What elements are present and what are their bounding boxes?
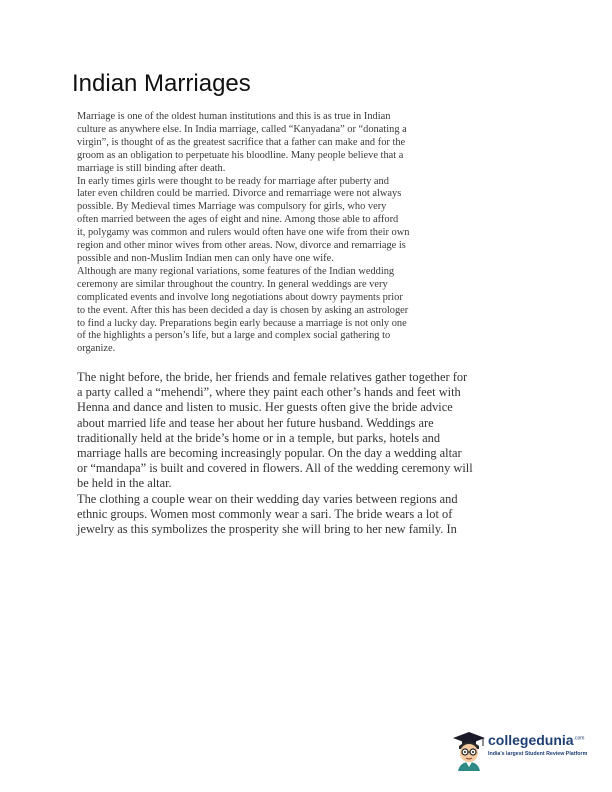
body-text-small — [77, 111, 409, 356]
logo-tagline: India's largest Student Review Platform — [488, 751, 588, 757]
text-line: organize. — [77, 343, 116, 355]
text-line: virgin”, is thought of as the greatest sacrifice that a father can make and for the — [77, 136, 406, 148]
text-line: ceremony are similar throughout the country. In general weddings are very — [77, 278, 388, 290]
text-line: In early times girls were thought to be ready for marriage after puberty and — [77, 175, 389, 187]
text-line: ethnic groups. Women most commonly wear a sari. The bride wears a lot of — [77, 506, 453, 521]
text-line: region and other minor wives from other areas. Now, divorce and remarriage is — [77, 240, 406, 252]
text-line: to find a lucky day. Preparations begin early because a marriage is not only one — [77, 317, 407, 329]
text-line: marriage is still binding after death. — [77, 162, 226, 174]
text-line: often married between the ages of eight and nine. Among those able to afford — [77, 214, 399, 226]
collegedunia-logo — [452, 730, 592, 774]
text-line: possible and non-Muslim Indian men can only have one wife. — [77, 252, 334, 264]
text-line: groom as an obligation to perpetuate his bloodline. Many people believe that a — [77, 149, 404, 161]
text-line: The night before, the bride, her friends and female relatives gather together for — [77, 370, 468, 384]
text-line: be held in the altar. — [77, 476, 172, 491]
text-line: or “mandapa” is built and covered in flowers. All of the wedding ceremony will — [77, 461, 473, 476]
graduate-mascot-icon — [452, 730, 486, 772]
text-line: it, polygamy was common and rulers would often have one wife from their own — [77, 227, 410, 239]
text-line: Marriage is one of the oldest human institutions and this is as true in Indian — [77, 111, 391, 122]
text-line: culture as anywhere else. In India marriage, called “Kanyadana” or “donating a — [77, 123, 407, 135]
logo-brand: collegedunia$^{.com}$ — [488, 732, 585, 748]
text-line: The clothing a couple wear on their wedding day varies between regions and — [77, 491, 458, 506]
text-line: a party called a “mehendi”, where they paint each other’s hands and feet with — [77, 385, 461, 400]
text-line: of the highlights a person’s life, but a large and complex social gathering to — [77, 330, 391, 342]
page-title: Indian Marriages — [72, 70, 251, 97]
text-line: later even children could be married. Divorce and remarriage were not always — [77, 188, 402, 200]
text-line: traditionally held at the bride’s home or in a temple, but parks, hotels and — [77, 430, 441, 445]
text-line: marriage halls are becoming increasingly popular. On the day a wedding altar — [77, 446, 462, 461]
text-line: possible. By Medieval times Marriage was compulsory for girls, who very — [77, 201, 387, 213]
text-line: Although are many regional variations, some features of the Indian wedding — [77, 265, 395, 277]
body-text-large — [77, 370, 473, 537]
text-line: to the event. After this has been decided a day is chosen by asking an astrologer — [77, 304, 409, 316]
logo-brand-suffix: .com — [573, 735, 585, 742]
text-line: jewelry as this symbolizes the prosperity she will bring to her new family. In — [77, 522, 457, 537]
text-line: Henna and dance and listen to music. Her guests often give the bride advice — [77, 400, 453, 415]
text-line: about married life and tease her about her future husband. Weddings are — [77, 415, 434, 430]
text-line: complicated events and involve long negotiations about dowry payments prior — [77, 291, 403, 303]
